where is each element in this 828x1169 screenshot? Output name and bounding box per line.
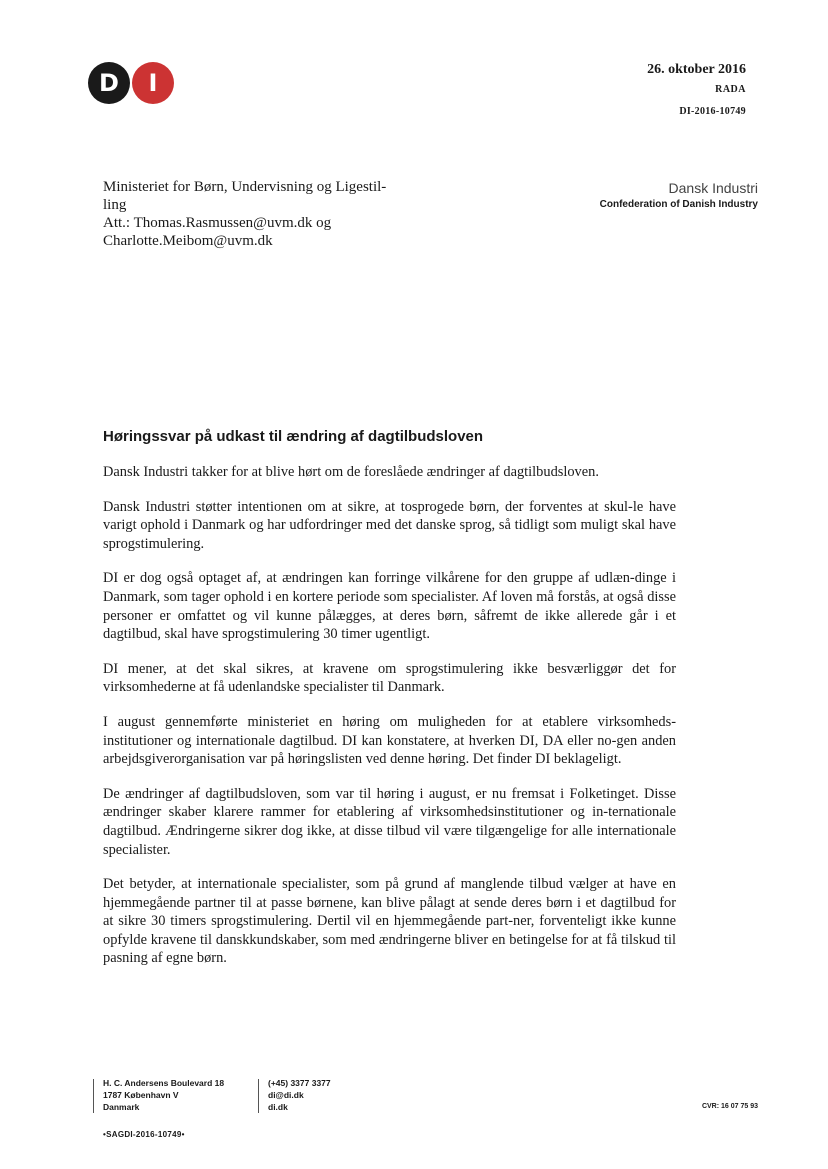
logo-i-circle: I bbox=[132, 62, 174, 104]
cvr-number: CVR: 16 07 75 93 bbox=[701, 1103, 758, 1110]
reference-number: DI-2016-10749 bbox=[679, 106, 746, 117]
company-name: Dansk Industri bbox=[668, 180, 758, 196]
body-paragraph: De ændringer af dagtilbudsloven, som var til høring i august, er nu fremsat i Folketinget. Disse ændringer skaber klarere rammer for etablering af virksomhedsinstitutioner og in-ternationale dagtilbud. Ændringerne sikrer dog ikke, at disse tilbud vil være tilgængelige for alle internationale specialister. bbox=[103, 785, 676, 858]
di-logo bbox=[88, 62, 176, 106]
body-paragraph: Det betyder, at internationale specialister, som på grund af manglende tilbud vælger at have en hjemmegående partner til at passe børnene, kan blive pålagt at sende deres børn i et dagtilbud for at sikre 30 timers sprogstimulering. Dertil vil en hjemmegående part-ner, forventeligt ikke kunne opfylde kravene til danskkundskaber, som med ændringerne bliver en betingelse for at få tilskud til pasning af egne børn. bbox=[103, 876, 676, 967]
department-code: RADA bbox=[715, 84, 746, 95]
letter-date: 26. oktober 2016 bbox=[647, 62, 746, 77]
address-line: Danmark bbox=[103, 1102, 140, 1112]
body-paragraph: Dansk Industri takker for at blive hørt om de foreslåede ændringer af dagtilbudsloven. bbox=[103, 464, 599, 480]
recipient-line: Charlotte.Meibom@uvm.dk bbox=[103, 233, 273, 249]
footer-contact bbox=[268, 1077, 331, 1113]
logo-d-circle: D bbox=[88, 62, 130, 104]
body-paragraph: DI er dog også optaget af, at ændringen kan forringe vilkårene for den gruppe af udlæn-dinge i Danmark, som tager ophold i en kortere periode som specialister. Af loven må forstås, at også disse personer er omfattet og vil kunne pålægges, at deres børn, såfremt de ikke allerede går i et dagtilbud, skal have sprogstimulering 30 timer ugentligt. bbox=[103, 570, 676, 643]
body-paragraph: Dansk Industri støtter intentionen om at sikre, at tosprogede børn, der forventes at skul-le have varigt ophold i Danmark og har udfordringer med det danske sprog, så tidligt som muligt skal have sprogstimulering. bbox=[103, 498, 676, 552]
recipient-line: Att.: Thomas.Rasmussen@uvm.dk og bbox=[103, 215, 332, 231]
recipient-line: ling bbox=[103, 197, 127, 213]
address-line: 1787 København V bbox=[103, 1090, 179, 1100]
footer-address bbox=[103, 1077, 224, 1113]
address-line: H. C. Andersens Boulevard 18 bbox=[103, 1078, 225, 1088]
contact-phone: (+45) 3377 3377 bbox=[268, 1078, 331, 1088]
company-block bbox=[600, 180, 758, 213]
body-paragraph: I august gennemførte ministeriet en høring om muligheden for at etablere virksomheds-institutioner og internationale dagtilbud. DI kan konstatere, at hverken DI, DA eller no-gen anden arbejdsgiverorganisation var på høringslisten ved denne høring. Det finder DI beklageligt. bbox=[103, 713, 676, 768]
recipient-line: Ministeriet for Børn, Undervisning og Ligestil- bbox=[103, 179, 387, 195]
footer-divider bbox=[93, 1079, 94, 1113]
document-code: •SAGDI-2016-10749• bbox=[103, 1130, 185, 1139]
contact-email: di@di.dk bbox=[268, 1090, 304, 1100]
contact-website: di.dk bbox=[268, 1102, 288, 1112]
letter-body bbox=[103, 463, 676, 984]
footer-divider bbox=[258, 1079, 259, 1113]
recipient-block bbox=[103, 178, 423, 250]
letter-heading: Høringssvar på udkast til ændring af dagtilbudsloven bbox=[103, 428, 484, 445]
company-subtitle: Confederation of Danish Industry bbox=[599, 199, 758, 210]
body-paragraph: DI mener, at det skal sikres, at kravene om sprogstimulering ikke besværliggør det for virksomhederne at få udenlandske specialister til Danmark. bbox=[103, 660, 676, 696]
